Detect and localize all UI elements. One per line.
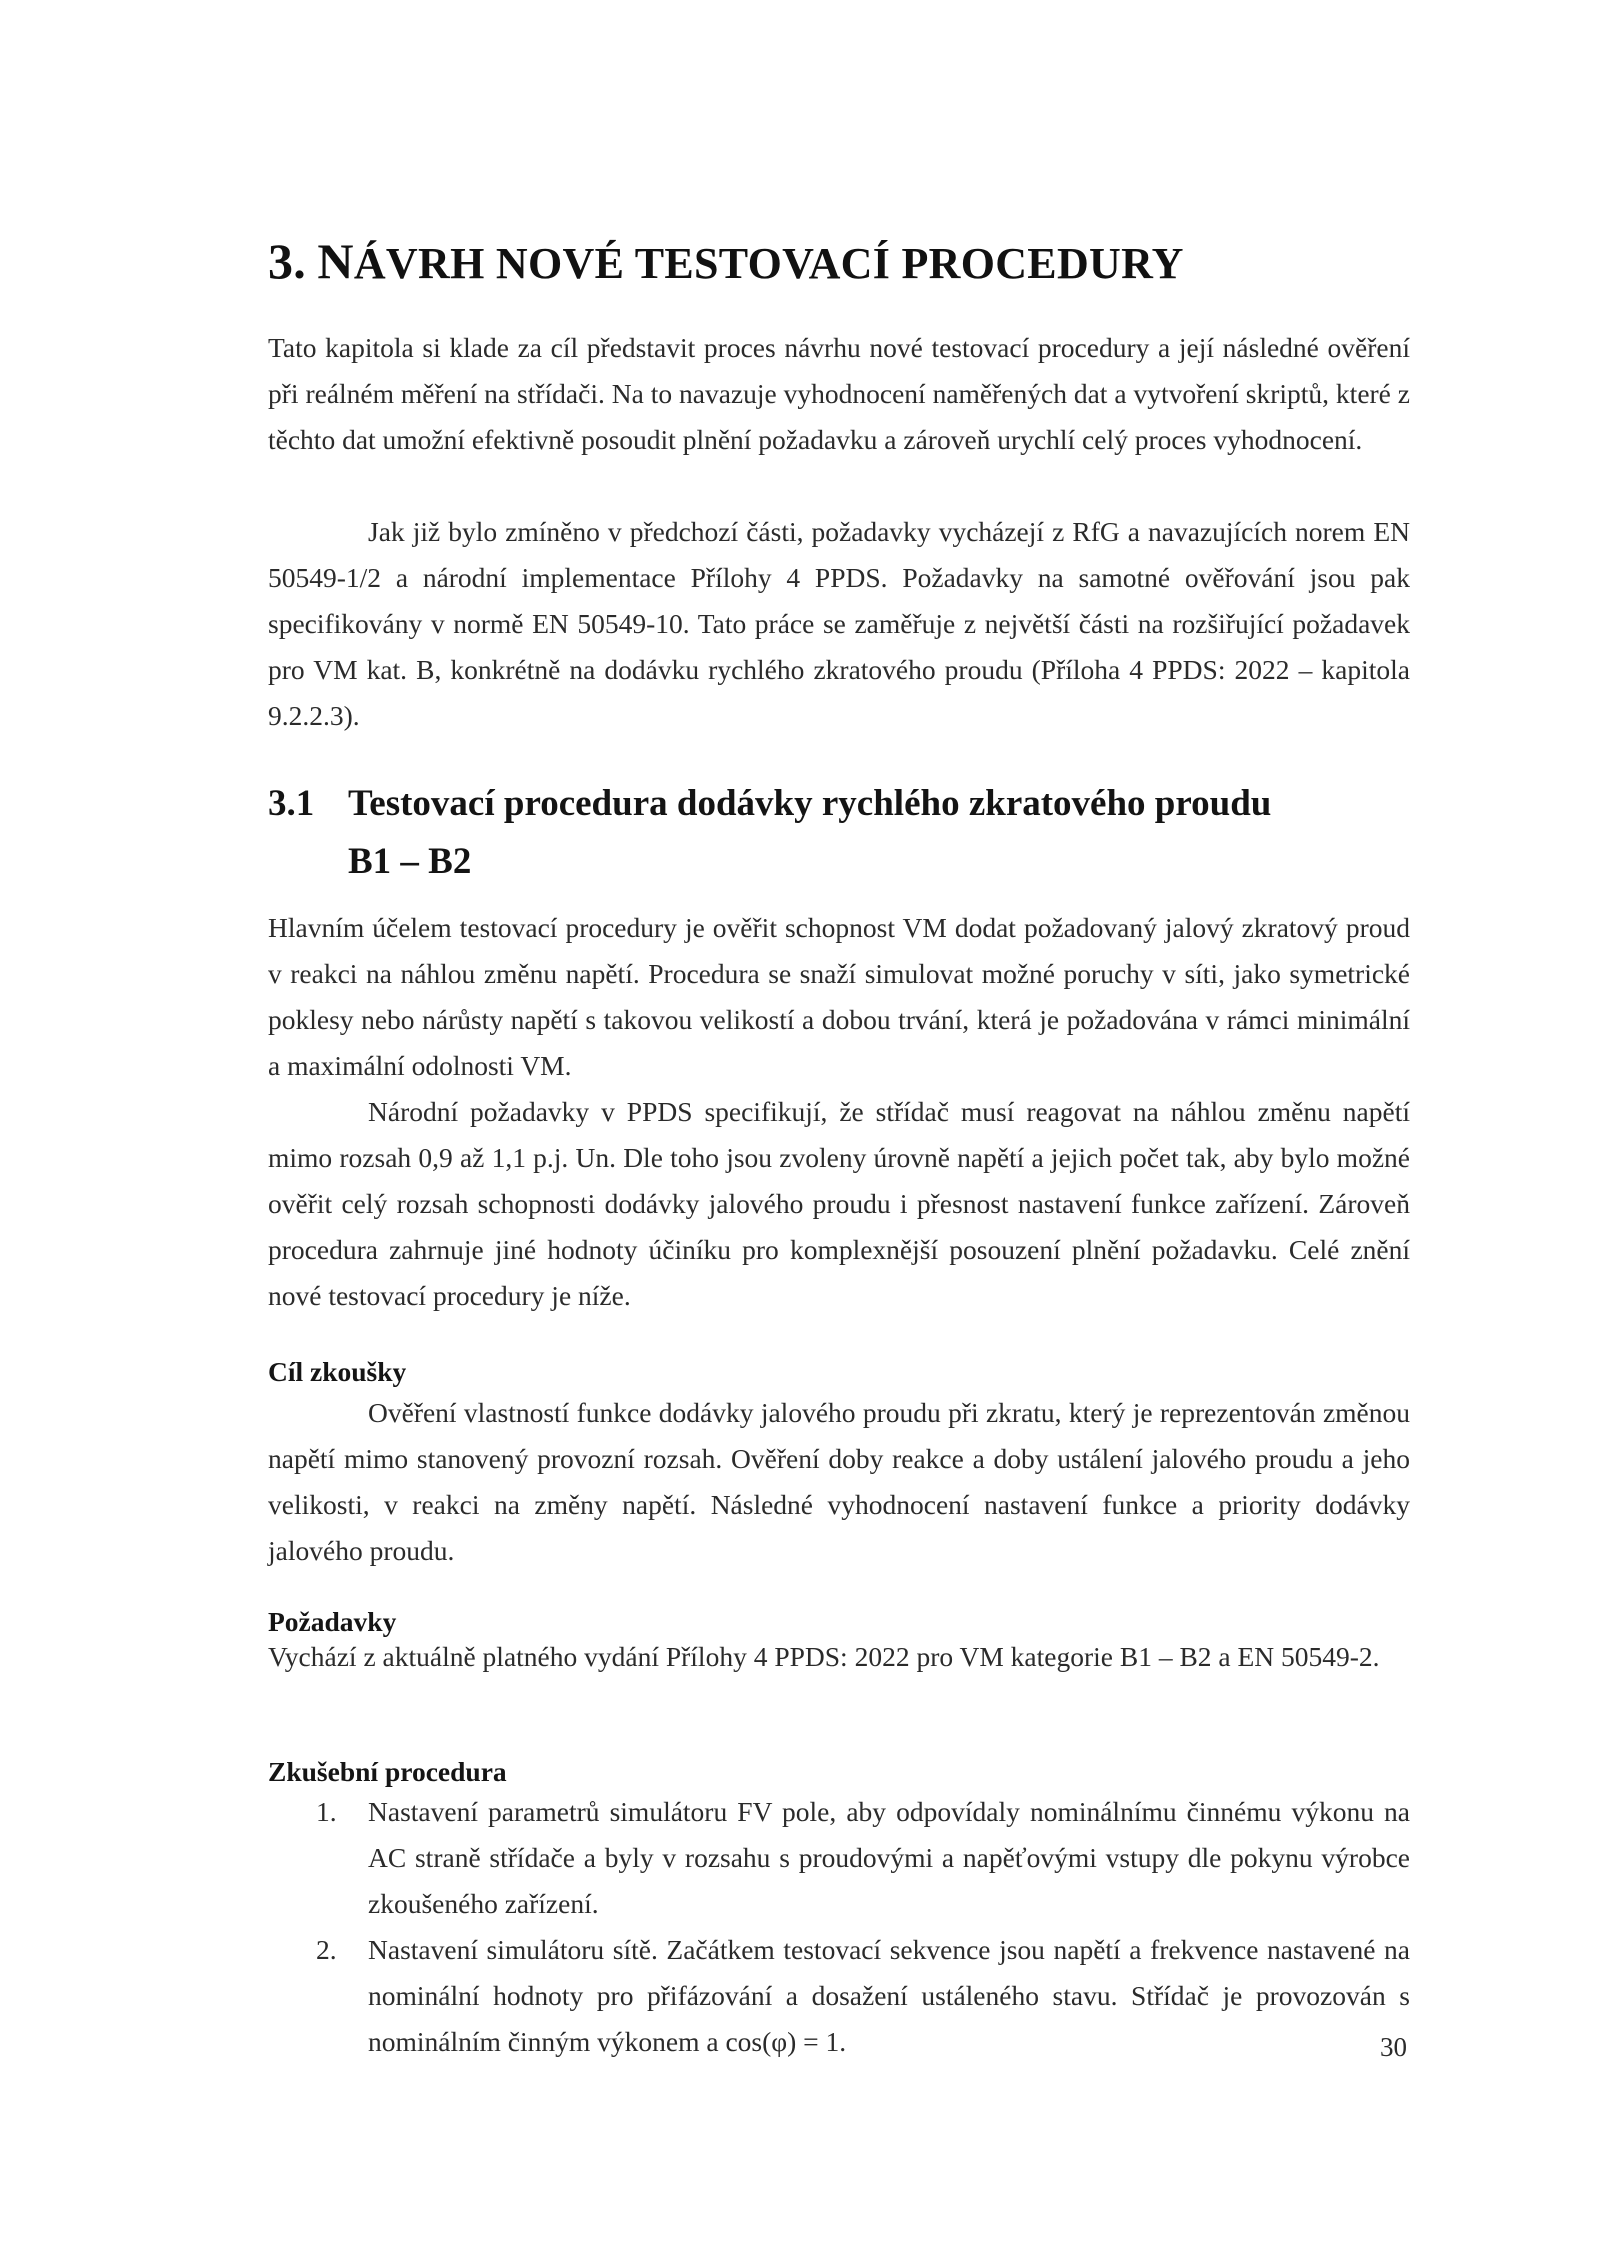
requirements-text: Vychází z aktuálně platného vydání Přílohy 4 PPDS: 2022 pro VM kategorie B1 – B2 a EN 50549-2. [268,1641,1380,1672]
intro-paragraph: Tato kapitola si klade za cíl představit proces návrhu nové testovací procedury a její následné ověření při reálném měření na střídači. Na to navazuje vyhodnocení naměřených dat a vytvoření skriptů, které z těchto dat umožní efektivně posoudit plnění požadavku a zároveň urychlí celý proces vyhodnocení. [268,332,1410,455]
chapter-title-initial: N [317,233,354,289]
chapter-title-text: ÁVRH NOVÉ TESTOVACÍ PROCEDURY [353,239,1184,288]
procedure-step [268,1789,1410,1927]
step-marker: 1. [316,1796,337,1827]
test-goal-text: Ověření vlastností funkce dodávky jalového proudu při zkratu, který je reprezentován změnou napětí mimo stanovený provozní rozsah. Ověření doby reakce a doby ustálení jalového proudu a jeho velikosti, v reakci na změny napětí. Následné vyhodnocení nastavení funkce a priority dodávky jalového proudu. [268,1397,1410,1566]
section-paragraph: Hlavním účelem testovací procedury je ověřit schopnost VM dodat požadovaný jalový zkratový proud v reakci na náhlou změnu napětí. Procedura se snaží simulovat možné poruchy v síti, jako symetrické poklesy nebo nárůsty napětí s takovou velikostí a dobou trvání, která je požadována v rámci minimální a maximální odolnosti VM. [268,912,1410,1081]
test-goal-heading: Cíl zkoušky [268,1356,407,1387]
step-text: Nastavení parametrů simulátoru FV pole, aby odpovídaly nominálnímu činnému výkonu na AC straně střídače a byly v rozsahu s proudovými a napěťovými vstupy dle pokynu výrobce zkoušeného zařízení. [368,1796,1410,1919]
chapter-title [268,232,1184,290]
requirements-heading: Požadavky [268,1606,397,1637]
section-paragraph: Národní požadavky v PPDS specifikují, že střídač musí reagovat na náhlou změnu napětí mimo rozsah 0,9 až 1,1 p.j. Un. Dle toho jsou zvoleny úrovně napětí a jejich počet tak, aby bylo možné ověřit celý rozsah schopnosti dodávky jalového proudu i přesnost nastavení funkce zařízení. Zároveň procedura zahrnuje jiné hodnoty účiníku pro komplexnější posouzení plnění požadavku. Celé znění nové testovací procedury je níže. [268,1096,1410,1311]
intro-paragraph: Jak již bylo zmíněno v předchozí části, požadavky vycházejí z RfG a navazujících norem EN 50549-1/2 a národní implementace Přílohy 4 PPDS. Požadavky na samotné ověřování jsou pak specifikovány v normě EN 50549-10. Tato práce se zaměřuje z největší části na rozšiřující požadavek pro VM kat. B, konkrétně na dodávku rychlého zkratového proudu (Příloha 4 PPDS: 2022 – kapitola 9.2.2.3). [268,516,1410,731]
chapter-number: 3. [268,233,307,289]
page-number: 30 [1380,2032,1407,2062]
section-title-line2: B1 – B2 [348,841,472,882]
section-title-line1: Testovací procedura dodávky rychlého zkratového proudu [348,783,1272,824]
section-number: 3.1 [268,783,315,824]
procedure-steps [268,1789,1410,2065]
step-marker: 2. [316,1934,337,1965]
section-title [268,775,1410,891]
procedure-heading: Zkušební procedura [268,1756,507,1787]
procedure-step [268,1927,1410,2065]
step-text: Nastavení simulátoru sítě. Začátkem testovací sekvence jsou napětí a frekvence nastavené na nominální hodnoty pro přifázování a dosažení ustáleného stavu. Střídač je provozován s nominálním činným výkonem a cos(φ) = 1. [368,1934,1410,2057]
